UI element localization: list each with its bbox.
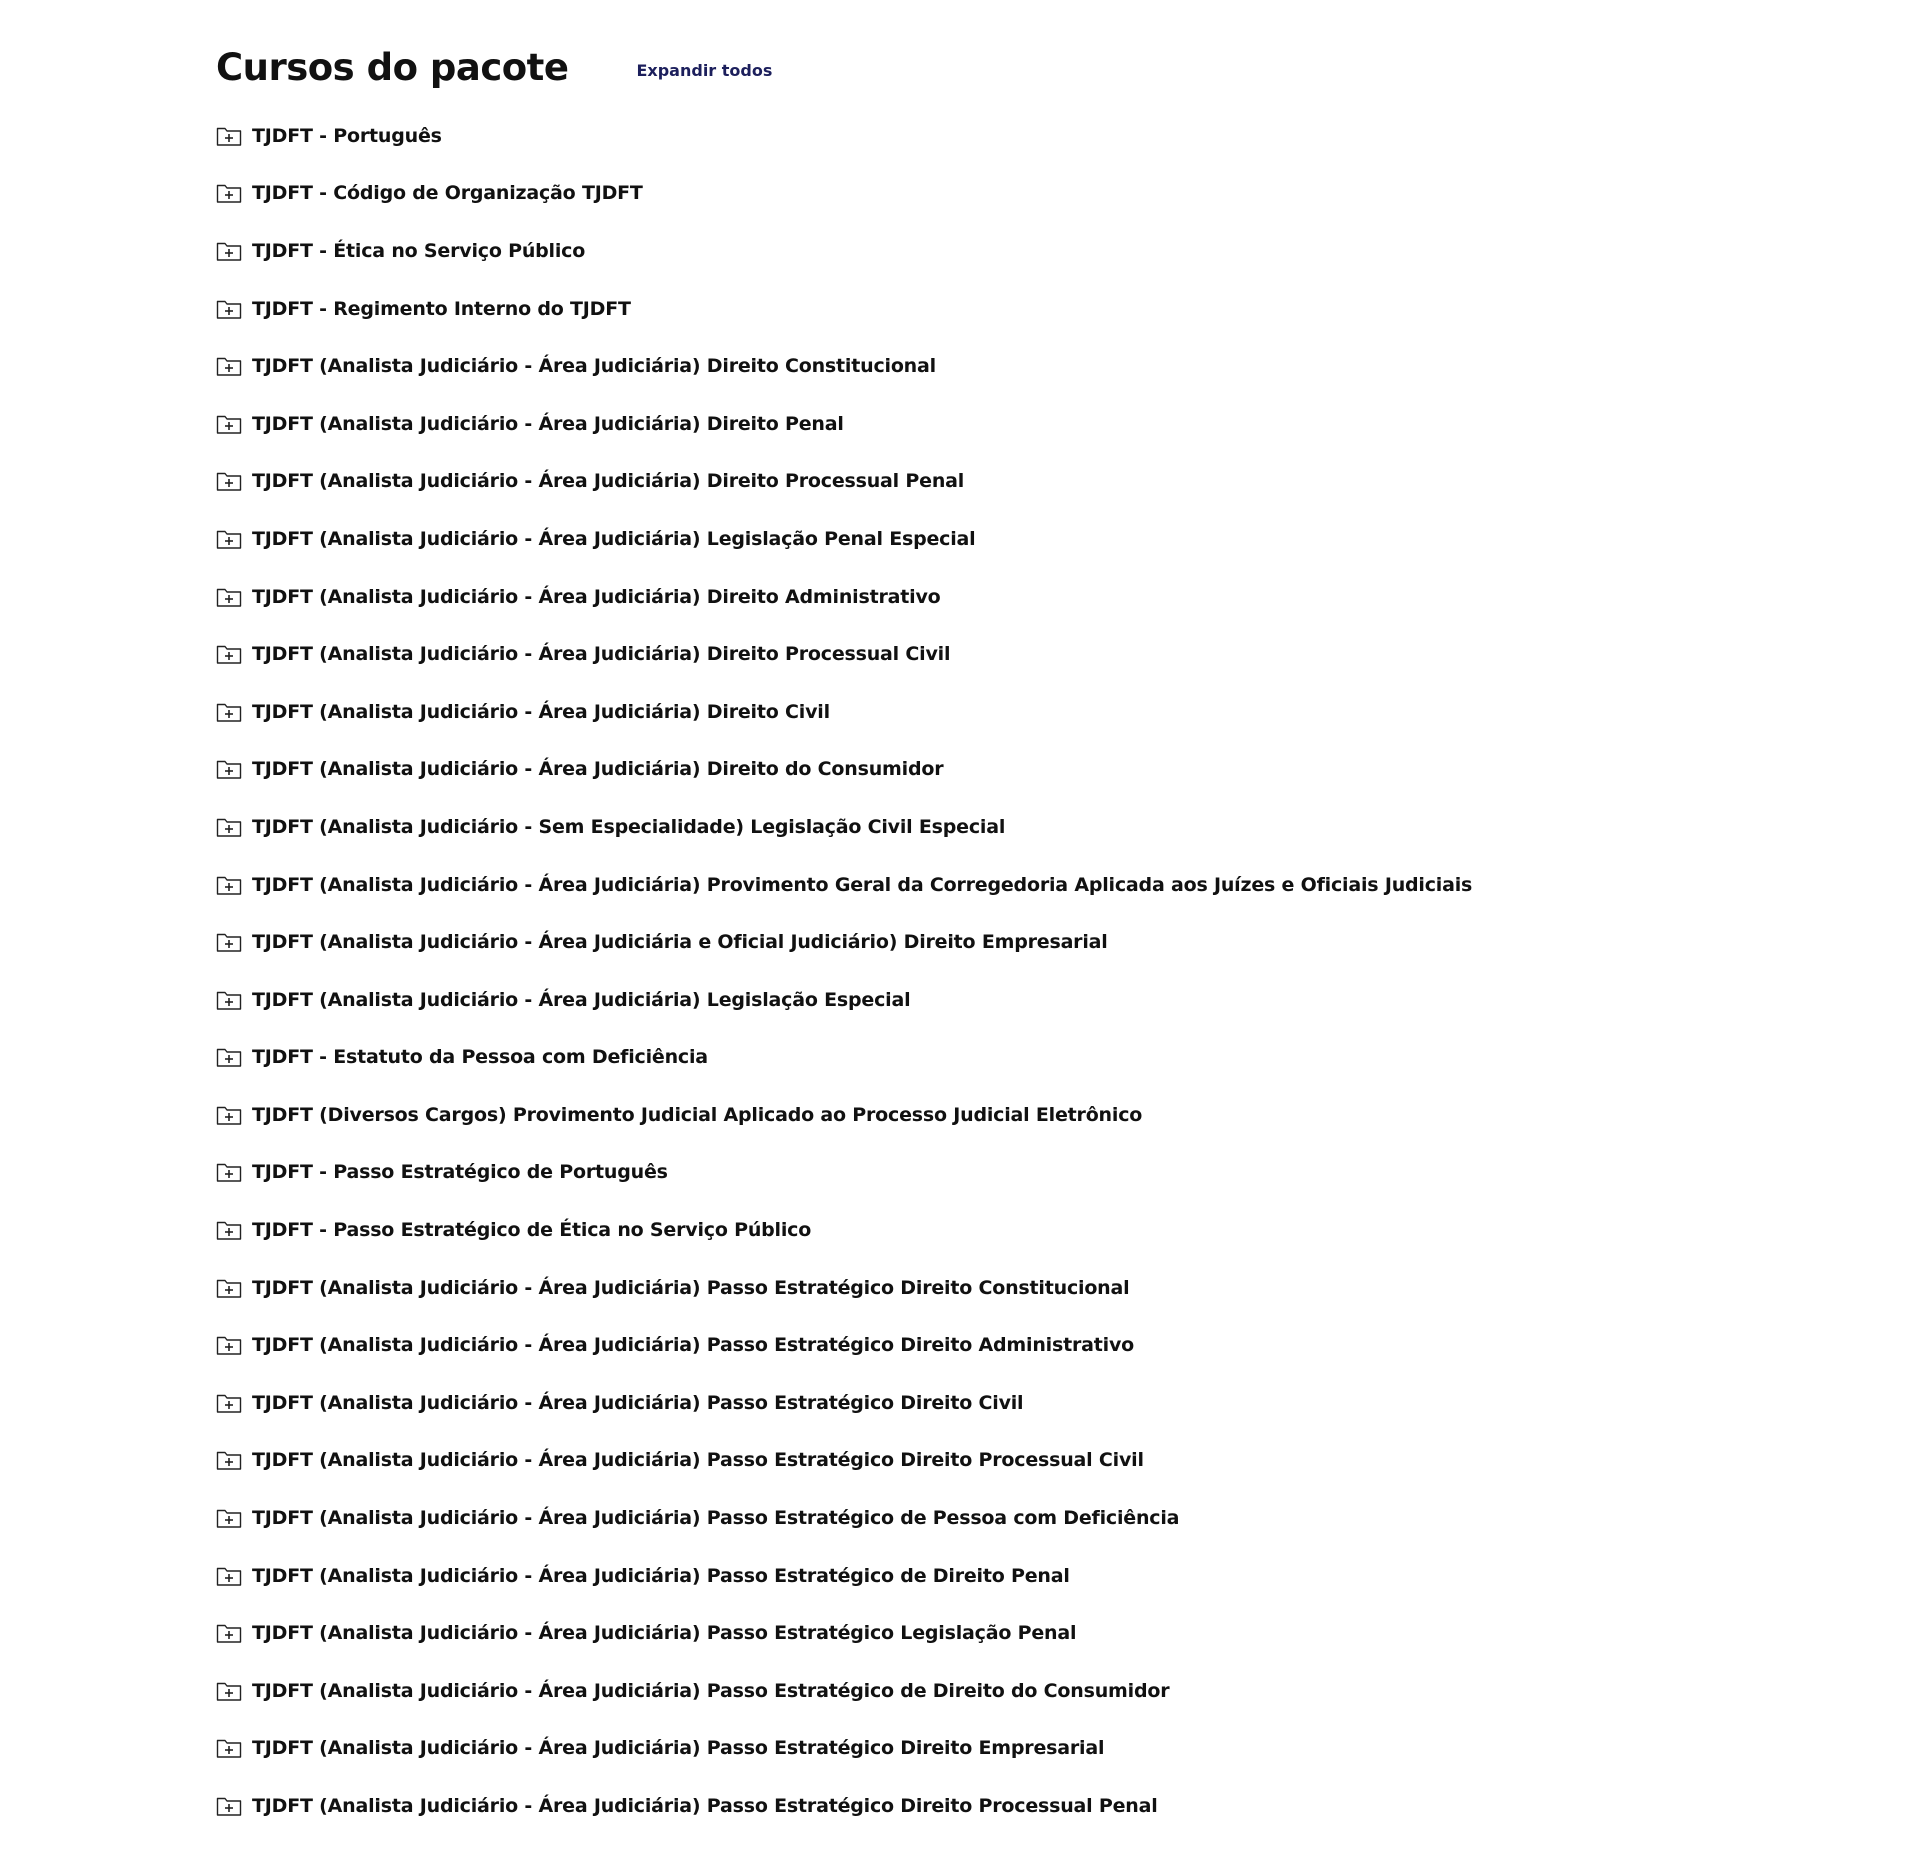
course-label: TJDFT (Analista Judiciário - Área Judiciária) Passo Estratégico Direito Administrativo [252,1334,1134,1357]
folder-plus-icon [216,1622,242,1644]
course-item[interactable] [216,741,1816,799]
course-label: TJDFT - Estatuto da Pessoa com Deficiência [252,1046,708,1069]
course-label: TJDFT (Analista Judiciário - Área Judiciária) Passo Estratégico de Pessoa com Deficiência [252,1507,1180,1530]
course-label: TJDFT (Analista Judiciário - Área Judiciária) Direito do Consumidor [252,758,944,781]
folder-plus-icon [216,1046,242,1068]
folder-plus-icon [216,874,242,896]
course-label: TJDFT (Analista Judiciário - Área Judiciária) Passo Estratégico de Direito Penal [252,1564,1070,1587]
course-label: TJDFT (Analista Judiciário - Área Judiciária) Provimento Geral da Corregedoria Aplicada aos Juízes e Oficiais Judiciais [252,873,1473,896]
expand-all-link[interactable]: Expandir todos [636,60,773,80]
folder-plus-icon [216,758,242,780]
course-item[interactable] [216,1374,1816,1432]
folder-plus-icon [216,1737,242,1759]
course-label: TJDFT (Analista Judiciário - Área Judiciária) Passo Estratégico Direito Processual Penal [252,1795,1158,1818]
folder-plus-icon [216,240,242,262]
course-label: TJDFT - Português [252,124,442,147]
course-item[interactable] [216,337,1816,395]
course-item[interactable] [216,856,1816,914]
folder-plus-icon [216,1161,242,1183]
folder-plus-icon [216,528,242,550]
course-label: TJDFT (Analista Judiciário - Área Judiciária) Direito Processual Civil [252,643,951,666]
course-label: TJDFT (Analista Judiciário - Área Judiciária) Direito Civil [252,700,830,723]
course-label: TJDFT (Diversos Cargos) Provimento Judicial Aplicado ao Processo Judicial Eletrônico [252,1103,1143,1126]
course-item[interactable] [216,568,1816,626]
course-item[interactable] [216,1144,1816,1202]
course-item[interactable] [216,625,1816,683]
course-item[interactable] [216,1201,1816,1259]
folder-plus-icon [216,182,242,204]
course-label: TJDFT - Código de Organização TJDFT [252,182,643,205]
course-list [216,107,1816,1835]
course-item[interactable] [216,1316,1816,1374]
course-item[interactable] [216,798,1816,856]
course-label: TJDFT (Analista Judiciário - Área Judiciária) Legislação Penal Especial [252,527,976,550]
folder-plus-icon [216,470,242,492]
course-label: TJDFT - Ética no Serviço Público [252,239,586,262]
folder-plus-icon [216,586,242,608]
folder-plus-icon [216,989,242,1011]
course-label: TJDFT (Analista Judiciário - Área Judiciária) Passo Estratégico Legislação Penal [252,1622,1077,1645]
course-label: TJDFT (Analista Judiciário - Sem Especialidade) Legislação Civil Especial [252,815,1006,838]
course-item[interactable] [216,1604,1816,1662]
course-label: TJDFT (Analista Judiciário - Área Judiciária) Passo Estratégico Direito Constitucional [252,1276,1130,1299]
course-label: TJDFT - Passo Estratégico de Ética no Serviço Público [252,1219,812,1242]
course-item[interactable] [216,165,1816,223]
course-item[interactable] [216,1086,1816,1144]
course-label: TJDFT - Passo Estratégico de Português [252,1161,668,1184]
course-item[interactable] [216,1432,1816,1490]
course-item[interactable] [216,1662,1816,1720]
course-label: TJDFT (Analista Judiciário - Área Judiciária) Direito Processual Penal [252,470,965,493]
folder-plus-icon [216,1104,242,1126]
course-item[interactable] [216,395,1816,453]
course-label: TJDFT (Analista Judiciário - Área Judiciária) Direito Administrativo [252,585,941,608]
courses-section [216,36,1816,1835]
course-item[interactable] [216,1259,1816,1317]
folder-plus-icon [216,355,242,377]
course-item[interactable] [216,683,1816,741]
course-label: TJDFT - Regimento Interno do TJDFT [252,297,631,320]
folder-plus-icon [216,1680,242,1702]
course-label: TJDFT (Analista Judiciário - Área Judiciária) Passo Estratégico Direito Empresarial [252,1737,1105,1760]
course-item[interactable] [216,971,1816,1029]
folder-plus-icon [216,1392,242,1414]
course-item[interactable] [216,107,1816,165]
folder-plus-icon [216,701,242,723]
course-item[interactable] [216,1777,1816,1835]
course-label: TJDFT (Analista Judiciário - Área Judiciária) Direito Penal [252,412,844,435]
course-label: TJDFT (Analista Judiciário - Área Judiciária e Oficial Judiciário) Direito Empresarial [252,931,1108,954]
folder-plus-icon [216,1795,242,1817]
course-item[interactable] [216,222,1816,280]
course-item[interactable] [216,913,1816,971]
folder-plus-icon [216,1449,242,1471]
folder-plus-icon [216,816,242,838]
course-label: TJDFT (Analista Judiciário - Área Judiciária) Legislação Especial [252,988,911,1011]
folder-plus-icon [216,125,242,147]
page-title: Cursos do pacote [216,45,569,89]
course-item[interactable] [216,1720,1816,1778]
course-label: TJDFT (Analista Judiciário - Área Judiciária) Passo Estratégico Direito Processual Civil [252,1449,1144,1472]
course-item[interactable] [216,510,1816,568]
folder-plus-icon [216,643,242,665]
folder-plus-icon [216,1565,242,1587]
folder-plus-icon [216,298,242,320]
folder-plus-icon [216,1334,242,1356]
folder-plus-icon [216,931,242,953]
folder-plus-icon [216,1507,242,1529]
folder-plus-icon [216,413,242,435]
folder-plus-icon [216,1219,242,1241]
course-item[interactable] [216,1547,1816,1605]
course-label: TJDFT (Analista Judiciário - Área Judiciária) Passo Estratégico Direito Civil [252,1391,1024,1414]
section-header [216,36,1816,98]
course-label: TJDFT (Analista Judiciário - Área Judiciária) Direito Constitucional [252,355,936,378]
course-item[interactable] [216,280,1816,338]
course-item[interactable] [216,453,1816,511]
course-item[interactable] [216,1489,1816,1547]
course-item[interactable] [216,1029,1816,1087]
folder-plus-icon [216,1277,242,1299]
course-label: TJDFT (Analista Judiciário - Área Judiciária) Passo Estratégico de Direito do Consumidor [252,1679,1170,1702]
